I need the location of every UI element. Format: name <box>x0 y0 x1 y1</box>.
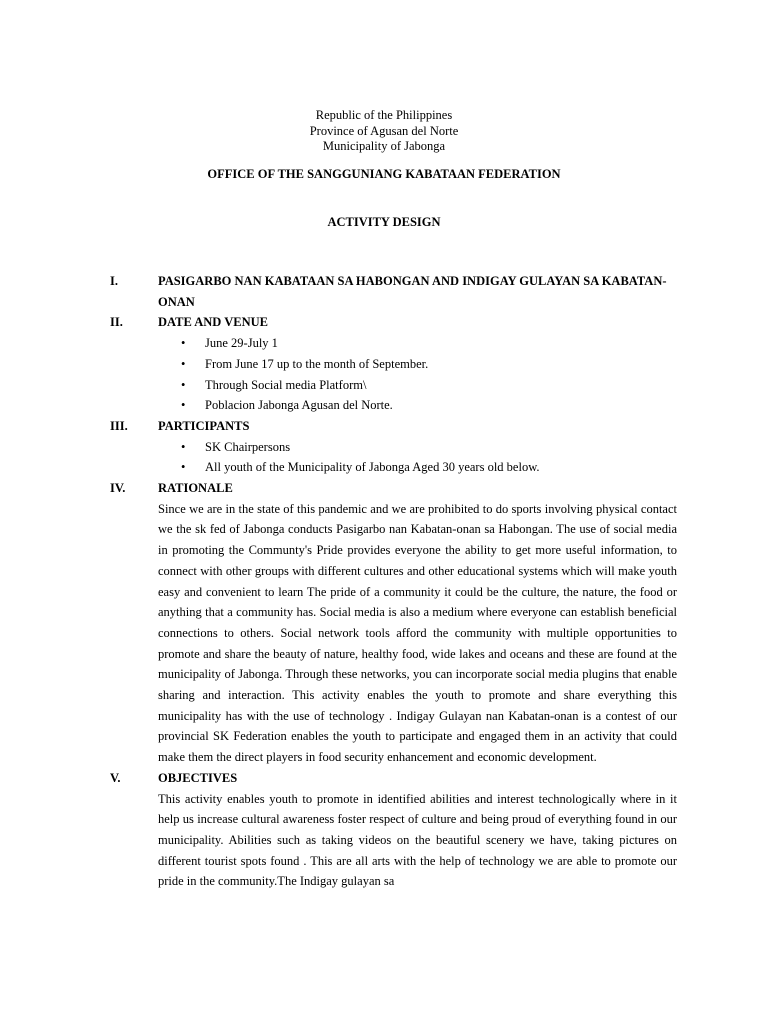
section-number: IV. <box>110 481 126 496</box>
list-item: • Through Social media Platform\ <box>181 375 677 396</box>
section-heading <box>110 478 677 499</box>
document-header <box>0 108 768 155</box>
section-heading <box>110 271 677 312</box>
bullet-list <box>110 437 677 478</box>
rationale-paragraph: Since we are in the state of this pandemic and we are prohibited to do sports involving physical contact we the sk fed of Jabonga conducts Pasigarbo nan Kabatan-onan sa Habongan. The use of social media in promoting the Communty's Pride provides everyone the ability to get more useful information, to connect with other groups with different cultures and other educational systems which will make youth easy and convenient to learn The pride of a community it could be the culture, the nature, the food or anything that a community has. Social media is also a medium where everyone can establish beneficial connections to others. Social network tools afford the community with multiple opportunities to promote and share the beauty of nature, healthy food, wide lakes and oceans and these are found at the municipality of Jabonga. Through these networks, you can incorporate social media plugins that enable sharing and interaction. This activity enables the youth to promote and share everything this municipality has with the use of technology . Indigay Gulayan nan Kabatan-onan is a contest of our provincial SK Federation enables the youth to participate and engaged them in an activity that could make them the direct players in food security enhancement and economic development. <box>158 501 677 765</box>
section-heading <box>110 768 677 789</box>
bullet-list <box>110 333 677 416</box>
section-objectives <box>110 768 677 892</box>
section-number: I. <box>110 274 118 288</box>
section-heading <box>110 312 677 333</box>
list-item: • All youth of the Municipality of Jabonga Aged 30 years old below. <box>181 457 677 478</box>
section-title: PASIGARBO NAN KABATAAN SA HABONGAN AND INDIGAY GULAYAN SA KABATAN-ONAN <box>158 274 667 309</box>
list-item: • June 29-July 1 <box>181 333 677 354</box>
objectives-paragraph: This activity enables youth to promote in identified abilities and interest technologically where in it help us increase cultural awareness foster respect of culture and being proud of everything found in our municipality. Abilities such as taking videos on the beautiful scenery we have, taking pictures on different tourist spots found . This are all arts with the help of technology we are able to promote our pride in the community.The Indigay gulayan sa <box>158 791 677 889</box>
activity-design-title: ACTIVITY DESIGN <box>327 215 441 229</box>
section-date-venue <box>110 312 677 416</box>
section-heading <box>110 416 677 437</box>
list-item: • SK Chairpersons <box>181 437 677 458</box>
section-title: DATE AND VENUE <box>158 315 268 330</box>
section-title: RATIONALE <box>158 481 233 496</box>
list-item: • Poblacion Jabonga Agusan del Norte. <box>181 395 677 416</box>
section-number: V. <box>110 770 121 785</box>
section-title: PARTICIPANTS <box>158 418 250 433</box>
section-number: II. <box>110 315 123 330</box>
header-province: Province of Agusan del Norte <box>309 123 459 138</box>
section-participants <box>110 416 677 478</box>
list-item: • From June 17 up to the month of September. <box>181 354 677 375</box>
header-republic: Republic of the Philippines <box>315 108 453 122</box>
section-title-activity <box>110 271 677 312</box>
section-rationale <box>110 478 677 768</box>
document-body <box>110 271 677 892</box>
office-title: OFFICE OF THE SANGGUNIANG KABATAAN FEDERATION <box>207 167 561 181</box>
section-number: III. <box>110 418 128 433</box>
section-title: OBJECTIVES <box>158 770 238 785</box>
header-municipality: Municipality of Jabonga <box>322 139 446 153</box>
